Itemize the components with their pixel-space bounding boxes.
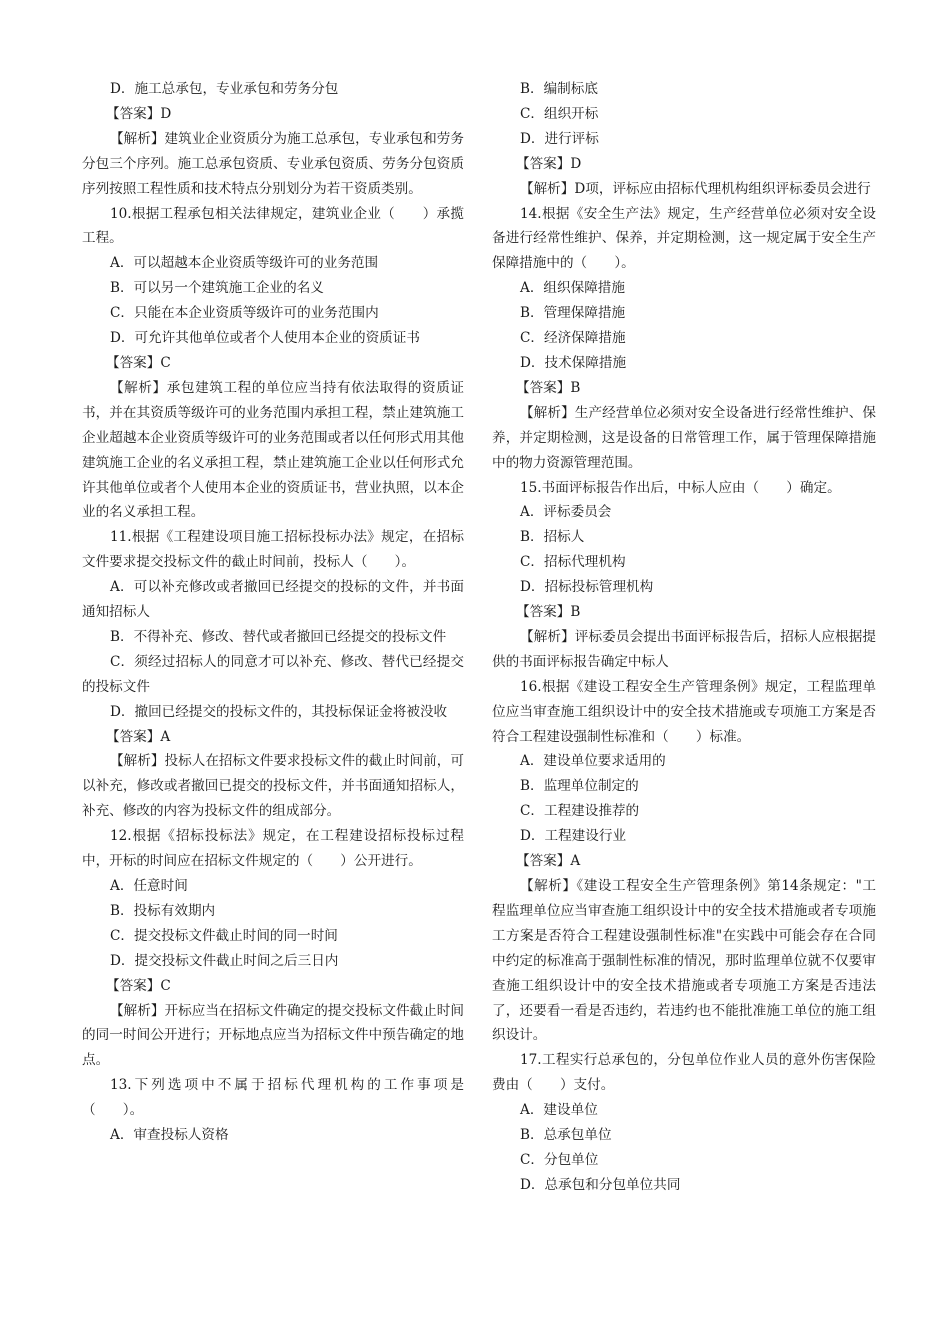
explanation-paragraph: 【解析】生产经营单位必须对安全设备进行经常性维护、保养，并定期检测，这是设备的日常管理工作，属于管理保障措施中的物力资源管理范围。: [492, 404, 876, 471]
option-line: A．审查投标人资格: [110, 1127, 229, 1144]
question-stem: 17.工程实行总承包的，分包单位作业人员的意外伤害保险费由（ ）支付。: [492, 1052, 876, 1094]
option-line: D．提交投标文件截止时间之后三日内: [110, 952, 339, 969]
option-line: A．建设单位要求适用的: [520, 753, 666, 770]
answer-line: 【答案】A: [516, 853, 581, 870]
question-stem: 15.书面评标报告作出后，中标人应由（ ）确定。: [520, 479, 841, 496]
question-stem: 11.根据《工程建设项目施工招标投标办法》规定，在招标文件要求提交投标文件的截止时间前，投标人（ ）。: [82, 529, 464, 571]
option-line: C．提交投标文件截止时间的同一时间: [110, 927, 338, 944]
explanation-paragraph: 【解析】D项，评标应由招标代理机构组织评标委员会进行: [520, 180, 871, 197]
option-line: D．撤回已经提交的投标文件的，其投标保证金将被没收: [110, 703, 448, 720]
answer-line: 【答案】B: [516, 604, 581, 621]
option-line: B．投标有效期内: [110, 902, 216, 919]
option-line: B．可以另一个建筑施工企业的名义: [110, 280, 324, 297]
explanation-paragraph: 【解析】《建设工程安全生产管理条例》第14条规定："工程监理单位应当审查施工组织设计中的安全技术措施或者专项施工方案是否符合工程建设强制性标准"在实践中可能会存在合同中约定的标准高于强制性标准的情况，那时监理单位就不仅要审查施工组织设计中的安全技术措施或者专项施工方案是否违法了，还要看一看是否违约，若违约也不能批准施工单位的施工组织设计。: [492, 878, 876, 1044]
option-line: C．须经过招标人的同意才可以补充、修改、替代已经提交的投标文件: [82, 653, 464, 695]
option-line: A．建设单位: [520, 1102, 598, 1119]
option-line: A．任意时间: [110, 878, 188, 894]
explanation-paragraph: 【解析】投标人在招标文件要求投标文件的截止时间前，可以补充，修改或者撤回已提交的投标文件，并书面通知招标人，补充、修改的内容为投标文件的组成部分。: [82, 753, 464, 820]
option-line: D．技术保障措施: [520, 354, 627, 371]
option-line: D．施工总承包，专业承包和劳务分包: [110, 81, 339, 97]
option-line: B．编制标底: [520, 81, 598, 97]
option-line: C．经济保障措施: [520, 330, 626, 347]
option-line: D．可允许其他单位或者个人使用本企业的资质证书: [110, 330, 420, 347]
option-line: C．招标代理机构: [520, 554, 626, 571]
answer-line: 【答案】C: [106, 977, 171, 994]
option-line: B．监理单位制定的: [520, 778, 639, 795]
option-line: C．分包单位: [520, 1151, 599, 1168]
answer-line: 【答案】C: [106, 354, 171, 371]
option-line: D．工程建设行业: [520, 828, 627, 845]
option-line: B．总承包单位: [520, 1127, 612, 1144]
option-line: A．组织保障措施: [520, 280, 625, 297]
explanation-paragraph: 【解析】承包建筑工程的单位应当持有依法取得的资质证书，并在其资质等级许可的业务范围内承担工程，禁止建筑施工企业超越本企业资质等级许可的业务范围或者以任何形式用其他建筑施工企业的名义承担工程，禁止建筑施工企业以任何形式允许其他单位或者个人使用本企业的资质证书，营业执照，以本企业的名义承担工程。: [82, 379, 464, 521]
right-column: [492, 77, 876, 1198]
option-line: C．只能在本企业资质等级许可的业务范围内: [110, 305, 379, 322]
option-line: D．进行评标: [520, 130, 599, 147]
option-line: B．管理保障措施: [520, 305, 626, 322]
question-stem: 13.下列选项中不属于招标代理机构的工作事项是（ ）。: [82, 1077, 464, 1119]
option-line: D．招标投标管理机构: [520, 579, 654, 596]
question-stem: 16.根据《建设工程安全生产管理条例》规定，工程监理单位应当审查施工组织设计中的安全技术措施或专项施工方案是否符合工程建设强制性标准和（ ）标准。: [492, 678, 876, 745]
option-line: A．可以超越本企业资质等级许可的业务范围: [110, 255, 379, 272]
option-line: C．组织开标: [520, 105, 599, 122]
question-stem: 14.根据《安全生产法》规定，生产经营单位必须对安全设备进行经常性维护、保养，并定期检测，这一规定属于安全生产保障措施中的（ ）。: [492, 205, 876, 272]
answer-line: 【答案】D: [106, 105, 172, 122]
option-line: B．不得补充、修改、替代或者撤回已经提交的投标文件: [110, 628, 447, 645]
question-stem: 12.根据《招标投标法》规定，在工程建设招标投标过程中，开标的时间应在招标文件规定的（ ）公开进行。: [82, 828, 464, 870]
option-line: A．可以补充修改或者撤回已经提交的投标的文件，并书面通知招标人: [82, 579, 464, 621]
left-column: [82, 77, 464, 1148]
option-line: B．招标人: [520, 529, 585, 546]
answer-line: 【答案】B: [516, 379, 581, 396]
explanation-paragraph: 【解析】建筑业企业资质分为施工总承包，专业承包和劳务分包三个序列。施工总承包资质、专业承包资质、劳务分包资质序列按照工程性质和技术特点分别划分为若干资质类别。: [82, 130, 464, 197]
option-line: D．总承包和分包单位共同: [520, 1176, 681, 1193]
option-line: C．工程建设推荐的: [520, 803, 640, 820]
explanation-paragraph: 【解析】评标委员会提出书面评标报告后，招标人应根据提供的书面评标报告确定中标人: [492, 628, 876, 670]
answer-line: 【答案】A: [106, 728, 171, 745]
explanation-paragraph: 【解析】开标应当在招标文件确定的提交投标文件截止时间的同一时间公开进行；开标地点应当为招标文件中预告确定的地点。: [82, 1002, 464, 1069]
option-line: A．评标委员会: [520, 504, 612, 521]
question-stem: 10.根据工程承包相关法律规定，建筑业企业（ ）承揽工程。: [82, 205, 464, 247]
answer-line: 【答案】D: [516, 155, 582, 172]
